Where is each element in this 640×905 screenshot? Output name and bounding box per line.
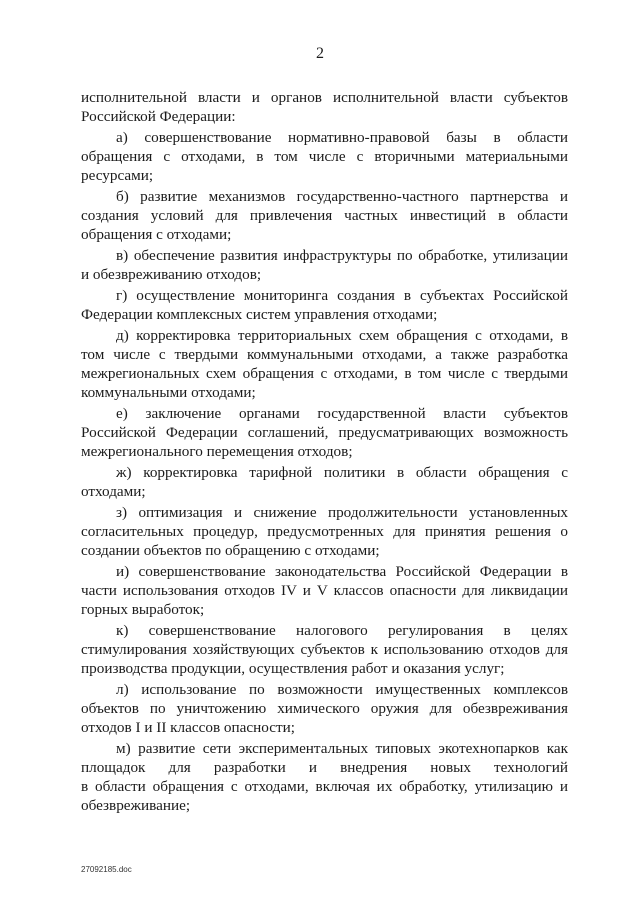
text-line: отходов I и II классов опасности; bbox=[81, 719, 295, 736]
paragraph bbox=[81, 128, 568, 185]
text-line: г) осуществление мониторинга создания в субъектах Российской bbox=[116, 287, 568, 304]
text-line: б) развитие механизмов государственно-частного партнерства и bbox=[116, 188, 568, 205]
text-line: л) использование по возможности имущественных комплексов bbox=[116, 681, 568, 698]
text-line: создания условий для привлечения частных инвестиций в области bbox=[81, 207, 568, 224]
text-line: Российской Федерации: bbox=[81, 108, 236, 125]
paragraph bbox=[81, 286, 568, 324]
text-line: коммунальными отходами; bbox=[81, 384, 256, 401]
text-line: в области обращения с отходами, включая их обработку, утилизацию и bbox=[81, 778, 568, 795]
paragraph bbox=[81, 562, 568, 619]
text-line: обращения с отходами; bbox=[81, 226, 232, 243]
paragraph bbox=[81, 404, 568, 461]
text-line: том числе с твердыми коммунальными отходами, а также разработка bbox=[81, 346, 568, 363]
text-line: и обезвреживанию отходов; bbox=[81, 266, 262, 283]
paragraph bbox=[81, 187, 568, 244]
text-line: обезвреживание; bbox=[81, 797, 191, 814]
text-line: межрегионального перемещения отходов; bbox=[81, 443, 353, 460]
text-line: е) заключение органами государственной власти субъектов bbox=[116, 405, 568, 422]
text-line: межрегиональных схем обращения с отходами, в том числе с твердыми bbox=[81, 365, 568, 382]
text-line: площадок для разработки и внедрения новых технологий bbox=[81, 759, 568, 776]
paragraph bbox=[81, 246, 568, 284]
page-number: 2 bbox=[316, 45, 324, 62]
text-line: отходами; bbox=[81, 483, 146, 500]
document-body bbox=[81, 88, 568, 817]
paragraph bbox=[81, 680, 568, 737]
text-line: ресурсами; bbox=[81, 167, 154, 184]
paragraph bbox=[81, 463, 568, 501]
paragraph bbox=[81, 326, 568, 402]
text-line: к) совершенствование налогового регулирования в целях bbox=[116, 622, 568, 639]
text-line: ж) корректировка тарифной политики в области обращения с bbox=[116, 464, 568, 481]
text-line: д) корректировка территориальных схем обращения с отходами, в bbox=[116, 327, 568, 344]
paragraph bbox=[81, 621, 568, 678]
text-line: Российской Федерации соглашений, предусматривающих возможность bbox=[81, 424, 568, 441]
text-line: Федерации комплексных систем управления отходами; bbox=[81, 306, 438, 323]
text-line: согласительных процедур, предусмотренных для принятия решения о bbox=[81, 523, 568, 540]
text-line: а) совершенствование нормативно-правовой базы в области bbox=[116, 129, 568, 146]
text-line: и) совершенствование законодательства Российской Федерации в bbox=[116, 563, 568, 580]
file-name-footer: 27092185.doc bbox=[81, 865, 132, 874]
paragraph bbox=[81, 739, 568, 815]
text-line: исполнительной власти и органов исполнительной власти субъектов bbox=[81, 89, 568, 106]
text-line: стимулирования хозяйствующих субъектов к использованию отходов для bbox=[81, 641, 568, 658]
paragraph bbox=[81, 503, 568, 560]
text-line: создании объектов по обращению с отходами; bbox=[81, 542, 380, 559]
text-line: объектов по уничтожению химического оружия для обезвреживания bbox=[81, 700, 568, 717]
text-line: в) обеспечение развития инфраструктуры по обработке, утилизации bbox=[116, 247, 568, 264]
paragraph bbox=[81, 88, 568, 126]
text-line: м) развитие сети экспериментальных типовых экотехнопарков как bbox=[116, 740, 568, 757]
text-line: части использования отходов IV и V классов опасности для ликвидации bbox=[81, 582, 568, 599]
text-line: производства продукции, осуществления работ и оказания услуг; bbox=[81, 660, 505, 677]
text-line: обращения с отходами, в том числе с вторичными материальными bbox=[81, 148, 568, 165]
text-line: горных выработок; bbox=[81, 601, 205, 618]
text-line: з) оптимизация и снижение продолжительности установленных bbox=[116, 504, 568, 521]
